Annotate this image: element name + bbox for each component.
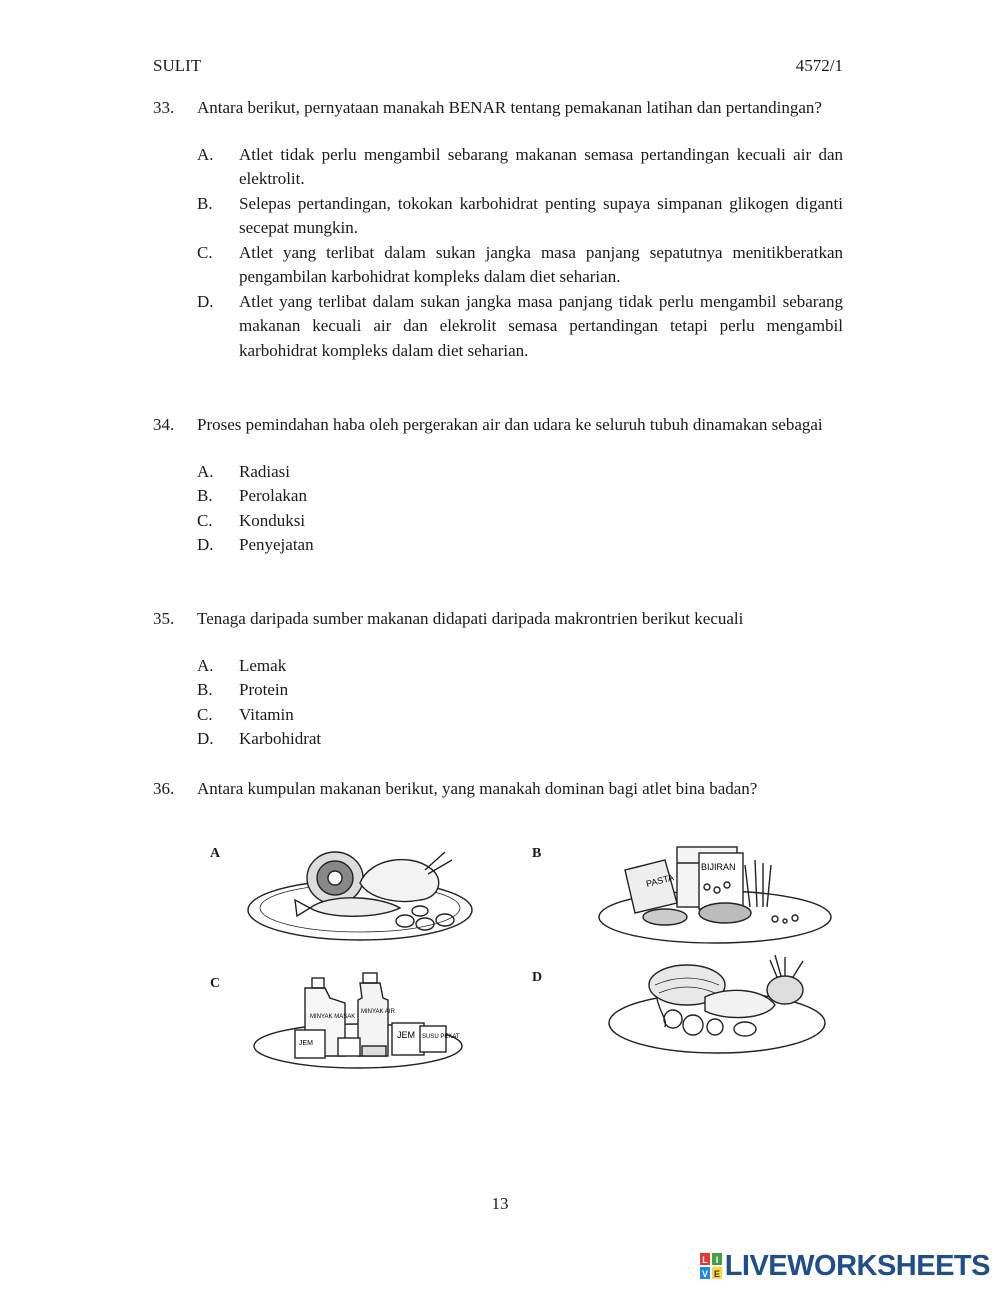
option-text: Atlet yang terlibat dalam sukan jangka masa panjang sepatutnya menitikberatkan pengambilan karbohidrat kompleks dalam diet seharian. [239, 242, 843, 286]
question-number: 35. [153, 609, 175, 628]
pasta-label: PASTA [645, 872, 675, 889]
question-number: 33. [153, 98, 175, 117]
option-d [197, 533, 843, 558]
option-a [197, 460, 843, 485]
option-text: Atlet tidak perlu mengambil sebarang makanan semasa pertandingan kecuali air dan elektrolit. [239, 144, 843, 188]
question-text: Tenaga daripada sumber makanan didapati daripada makrontrien berikut kecuali [197, 609, 744, 628]
liveworksheets-wordmark: LIVEWORKSHEETS [724, 1249, 990, 1282]
option-c [197, 509, 843, 534]
question-number: 36. [153, 779, 175, 798]
option-letter: C. [197, 242, 213, 262]
panel-letter-d: D [532, 970, 543, 985]
fruit-foods-illustration [605, 955, 835, 1070]
option-b [197, 678, 843, 703]
option-text: Radiasi [239, 461, 290, 481]
option-text: Protein [239, 680, 289, 699]
option-letter: A. [197, 144, 214, 164]
question-34 [153, 413, 843, 558]
option-letter: C. [197, 510, 213, 530]
option-letter: D. [197, 291, 214, 311]
option-letter: B. [197, 193, 213, 213]
fat-foods-illustration [250, 968, 465, 1073]
logo-letter: E [713, 1269, 720, 1279]
option-text: Vitamin [239, 704, 294, 724]
question-number: 34. [153, 415, 175, 434]
logo-letter: L [701, 1255, 708, 1265]
question-text: Antara kumpulan makanan berikut, yang manakah dominan bagi atlet bina badan? [197, 779, 758, 798]
header-right: 4572/1 [795, 56, 843, 75]
options-list [197, 654, 843, 752]
panel-letter-a: A [210, 846, 221, 861]
option-b [197, 484, 843, 509]
option-letter: A. [197, 655, 214, 675]
question-33 [153, 96, 843, 363]
jem-label: JEM [397, 1030, 415, 1040]
option-text: Karbohidrat [239, 729, 322, 748]
question-text: Proses pemindahan haba oleh pergerakan air dan udara ke seluruh tubuh dinamakan sebagai [197, 415, 823, 434]
option-text: Perolakan [239, 486, 307, 505]
options-list [197, 460, 843, 558]
option-d [197, 727, 843, 752]
option-text: Selepas pertandingan, tokokan karbohidrat penting supaya simpanan glikogen diganti secepat mungkin. [239, 193, 843, 237]
option-letter: C. [197, 704, 213, 724]
minyak-masak-label: MINYAK MASAK [310, 1014, 356, 1020]
option-b [197, 192, 843, 241]
panel-letter-b: B [532, 846, 542, 861]
option-letter: A. [197, 461, 214, 481]
food-illustrations [195, 830, 845, 1085]
logo-letter: I [715, 1255, 718, 1265]
option-letter: D. [197, 729, 214, 748]
option-text: Penyejatan [239, 535, 314, 554]
susu-pekat-label: SUSU PEKAT [422, 1034, 460, 1040]
jem-label: JEM [299, 1040, 313, 1047]
option-text: Atlet yang terlibat dalam sukan jangka masa panjang tidak perlu mengambil sebarang makanan kecuali air dan elekrolit semasa pertandingan tetapi perlu mengambil karbohidrat kompleks dalam diet seharian. [239, 291, 843, 360]
option-text: Konduksi [239, 510, 306, 530]
option-letter: B. [197, 486, 213, 505]
minyak-air-label: MINYAK AIR [361, 1009, 395, 1015]
options-list [197, 143, 843, 364]
question-text: Antara berikut, pernyataan manakah BENAR tentang pemakanan latihan dan pertandingan? [197, 98, 822, 117]
question-35 [153, 607, 843, 752]
page-number: 13 [491, 1194, 509, 1213]
panel-letter-c: C [210, 976, 221, 991]
protein-foods-illustration [240, 838, 480, 953]
question-36 [153, 777, 843, 802]
option-letter: D. [197, 535, 214, 554]
option-c [197, 241, 843, 290]
option-a [197, 143, 843, 192]
bijiran-label: BIJIRAN [701, 862, 736, 872]
option-c [197, 703, 843, 728]
option-text: Lemak [239, 655, 287, 675]
liveworksheets-logo-icon [700, 1253, 722, 1279]
header-left: SULIT [153, 56, 202, 75]
liveworksheets-brand[interactable] [700, 1251, 990, 1281]
option-letter: B. [197, 680, 213, 699]
logo-letter: V [701, 1269, 708, 1279]
carbohydrate-foods-illustration [595, 835, 835, 953]
option-a [197, 654, 843, 679]
option-d [197, 290, 843, 364]
